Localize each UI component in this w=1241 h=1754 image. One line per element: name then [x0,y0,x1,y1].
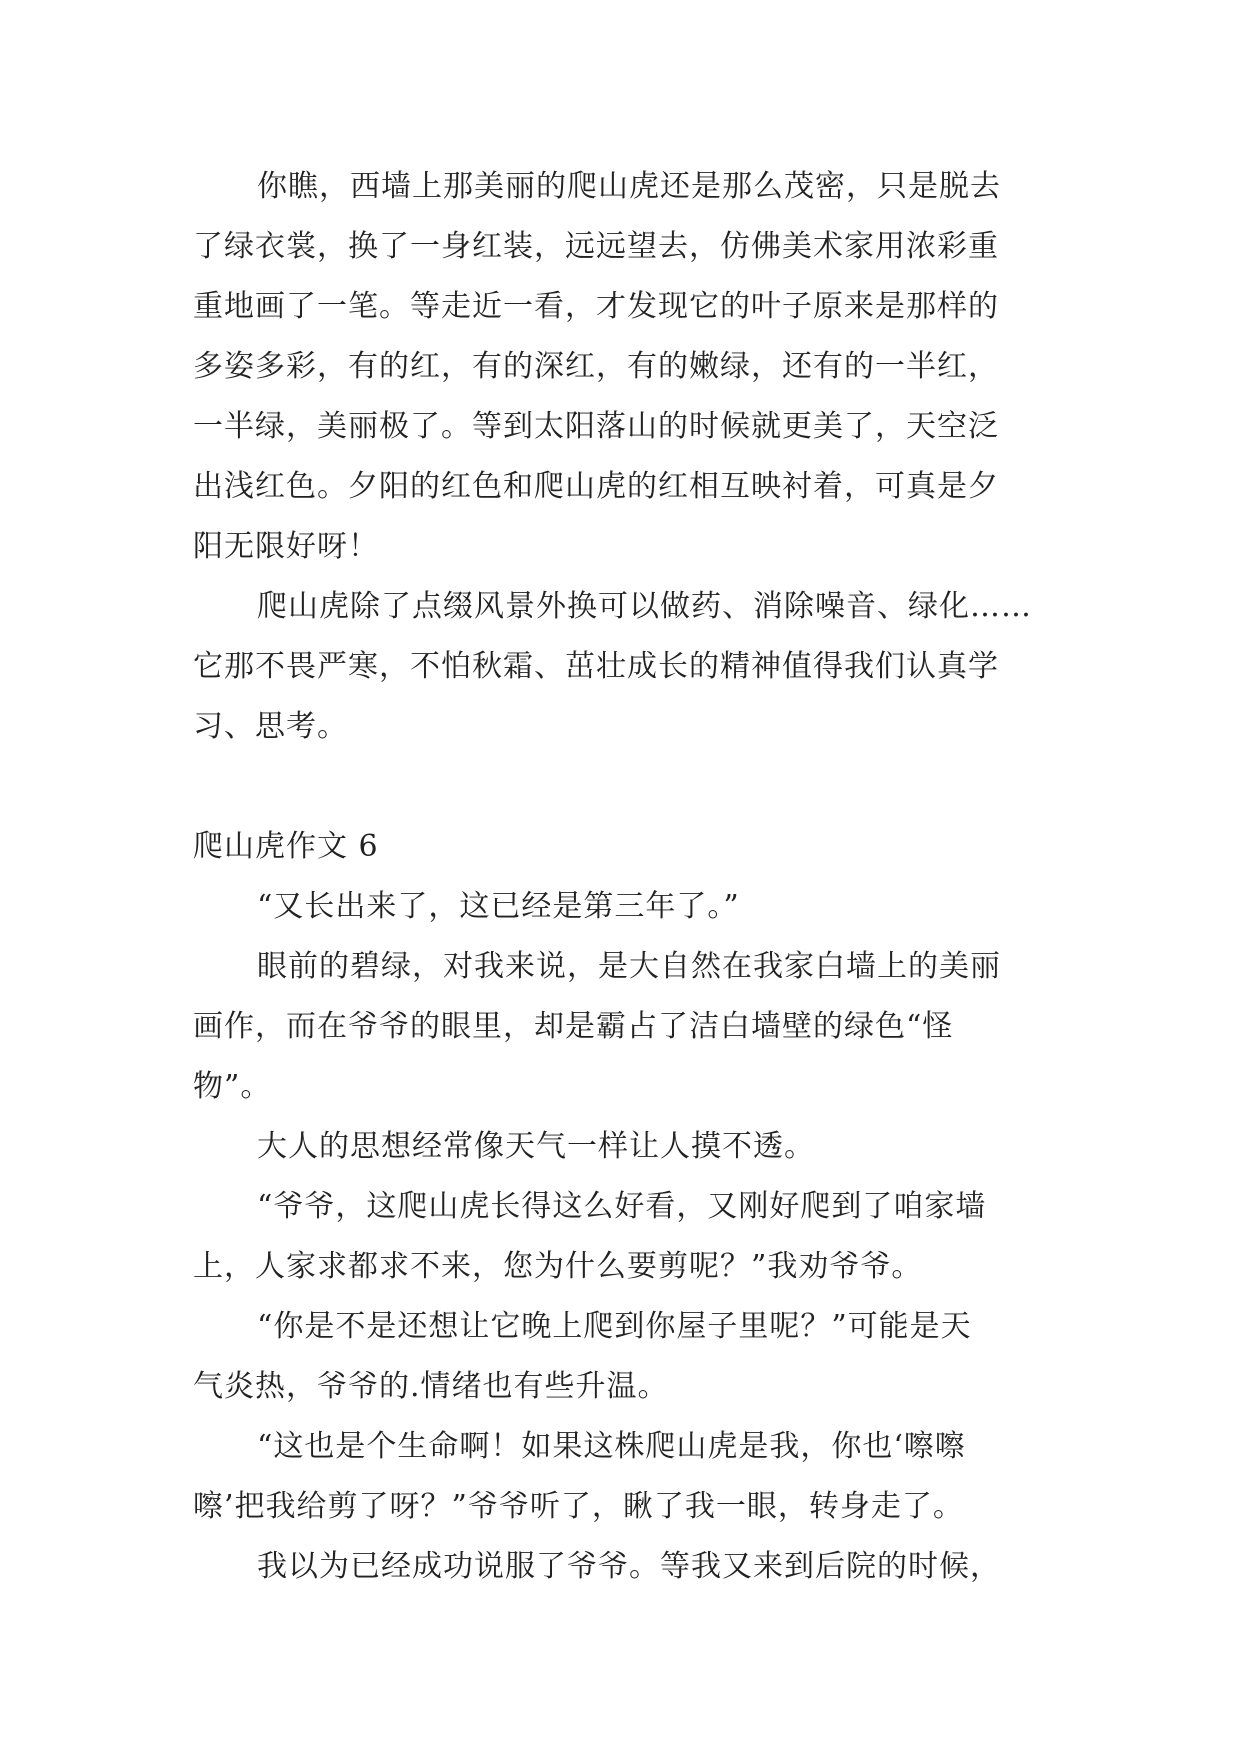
paragraph-line: 习、思考。 [193,709,348,744]
paragraph-line: “你是不是还想让它晚上爬到你屋子里呢？”可能是天 [257,1309,972,1344]
paragraph-line: 多姿多彩，有的红，有的深红，有的嫩绿，还有的一半红， [193,349,999,384]
paragraph-line: 了绿衣裳，换了一身红装，远远望去，仿佛美术家用浓彩重 [193,229,999,264]
paragraph-line: “爷爷，这爬山虎长得这么好看，又刚好爬到了咱家墙 [257,1189,987,1224]
document-page [193,157,1063,1597]
paragraph-line: 出浅红色。夕阳的红色和爬山虎的红相互映衬着，可真是夕 [193,469,999,504]
paragraph-line: 它那不畏严寒，不怕秋霜、茁壮成长的精神值得我们认真学 [193,649,999,684]
paragraph-line: “又长出来了，这已经是第三年了。” [257,889,740,924]
paragraph-line: 嚓’把我给剪了呀？”爷爷听了，瞅了我一眼，转身走了。 [193,1489,964,1524]
paragraph-line: 一半绿，美丽极了。等到太阳落山的时候就更美了，天空泛 [193,409,999,444]
paragraph-line: 画作，而在爷爷的眼里，却是霸占了洁白墙壁的绿色“怪 [193,1009,954,1044]
paragraph-line: 大人的思想经常像天气一样让人摸不透。 [257,1129,815,1164]
paragraph-line: 重地画了一笔。等走近一看，才发现它的叶子原来是那样的 [193,289,999,324]
paragraph-line: 爬山虎除了点缀风景外换可以做药、消除噪音、绿化…… [257,589,1032,624]
paragraph-line: 阳无限好呀！ [193,529,379,564]
paragraph-line: 你瞧，西墙上那美丽的爬山虎还是那么茂密，只是脱去 [257,169,1001,204]
section-heading: 爬山虎作文 6 [193,829,379,864]
paragraph-line: 眼前的碧绿，对我来说，是大自然在我家白墙上的美丽 [257,949,1001,984]
paragraph-line: 物”。 [193,1069,272,1104]
blank-line [193,757,1063,817]
paragraph-line: 上，人家求都求不来，您为什么要剪呢？”我劝爷爷。 [193,1249,923,1284]
paragraph-line: 我以为已经成功说服了爷爷。等我又来到后院的时候， [257,1549,1001,1584]
paragraph-line: 气炎热，爷爷的.情绪也有些升温。 [193,1369,669,1404]
paragraph-line: “这也是个生命啊！如果这株爬山虎是我，你也‘嚓嚓 [257,1429,966,1464]
